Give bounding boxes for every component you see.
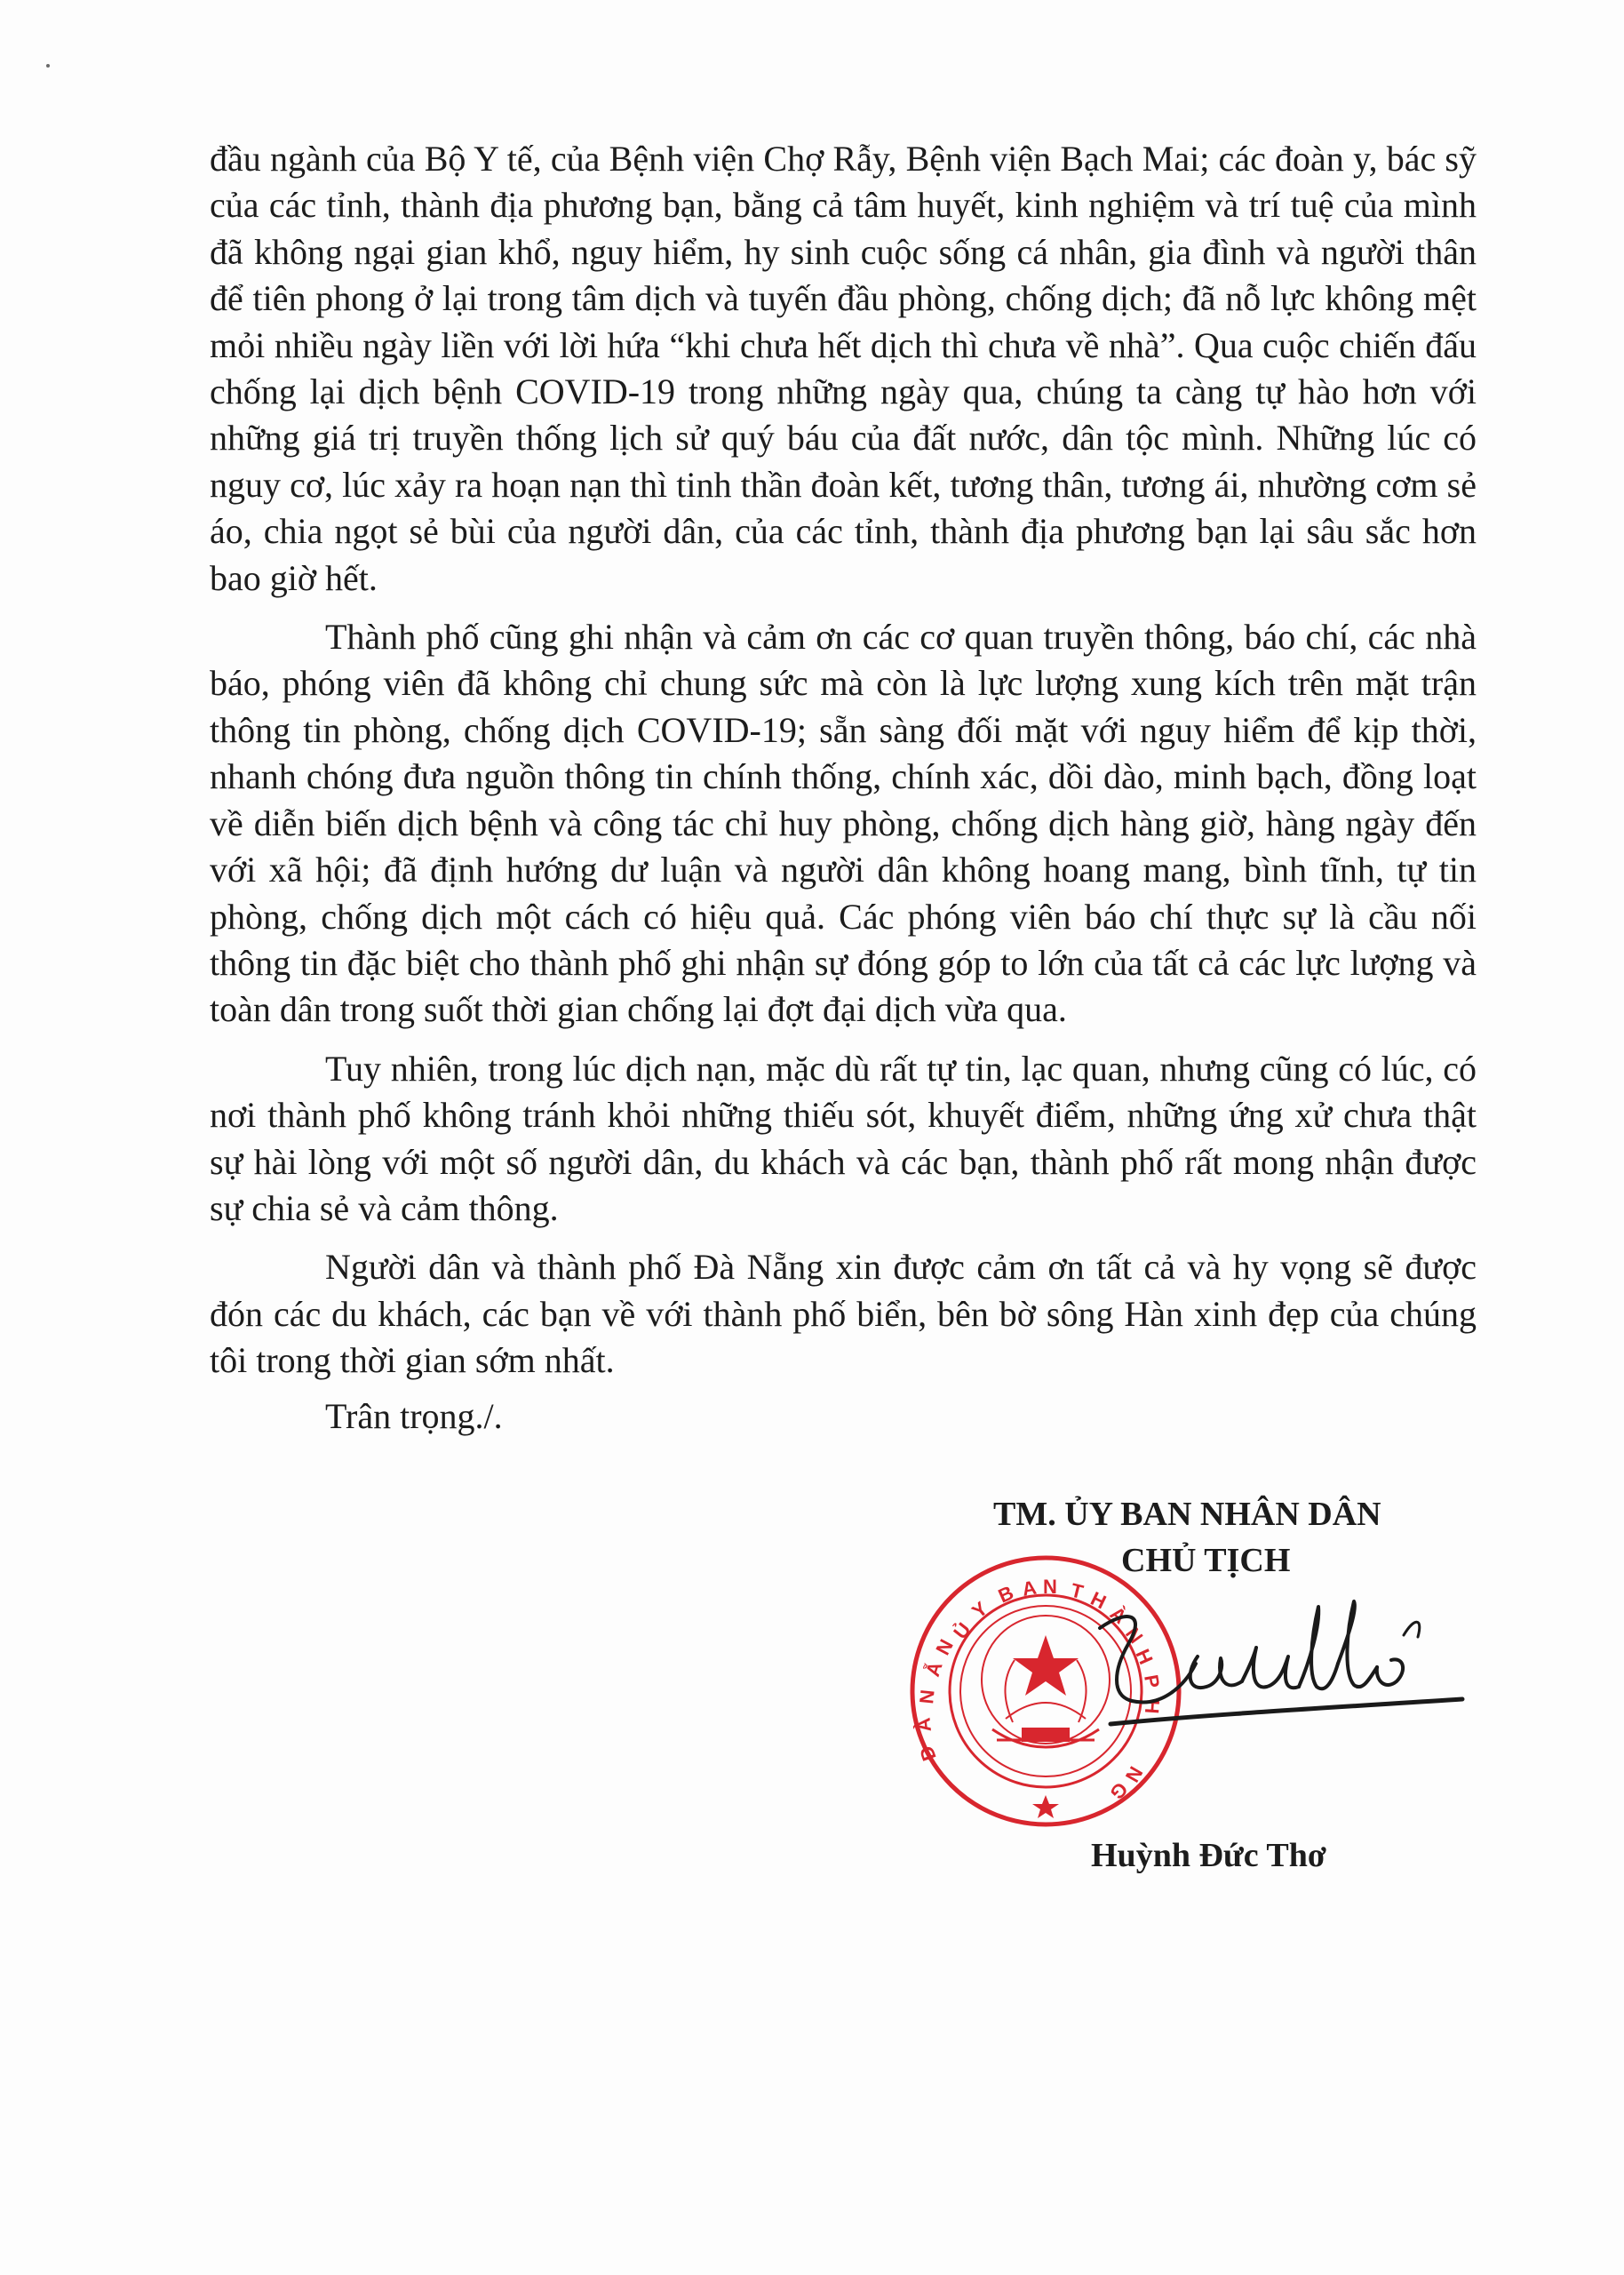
letter-body <box>210 136 1477 1397</box>
svg-text:N: N <box>1120 1623 1148 1648</box>
svg-text:T: T <box>1068 1578 1086 1604</box>
svg-text:H: H <box>1131 1645 1158 1668</box>
svg-text:N: N <box>931 1635 958 1659</box>
scan-speck <box>46 64 50 68</box>
svg-text:Đ: Đ <box>914 1743 941 1764</box>
svg-text:G: G <box>1105 1777 1133 1805</box>
paragraph-3: Tuy nhiên, trong lúc dịch nạn, mặc dù rất tự tin, lạc quan, nhưng cũng có lúc, có nơi thành phố không tránh khỏi những thiếu sót, khuyết điểm, những ứng xử chưa thật sự hài lòng với một số người dân, du khách và các bạn, thành phố rất mong nhận được sự chia sẻ và cảm thông. <box>210 1048 1477 1228</box>
organization-title: TM. ỦY BAN NHÂN DÂN <box>993 1496 1381 1533</box>
svg-text:À: À <box>912 1716 935 1734</box>
paragraph-4: Người dân và thành phố Đà Nẵng xin được cảm ơn tất cả và hy vọng sẽ được đón các du khách, các bạn về với thành phố biển, bên bờ sông Hàn xinh đẹp của chúng tôi trong thời gian sớm nhất. <box>210 1247 1477 1381</box>
svg-text:À: À <box>1105 1601 1132 1629</box>
svg-text:Y: Y <box>967 1597 992 1623</box>
svg-text:H: H <box>1140 1698 1164 1715</box>
handwritten-signature <box>1093 1582 1466 1751</box>
closing-line: Trân trọng./. <box>325 1396 503 1436</box>
svg-text:B: B <box>994 1581 1017 1608</box>
signature-block <box>888 1493 1510 1902</box>
svg-text:N: N <box>915 1688 939 1705</box>
position-title: CHỦ TỊCH <box>1121 1542 1291 1579</box>
svg-text:Ẵ: Ẵ <box>920 1658 947 1680</box>
svg-text:N: N <box>1043 1576 1057 1598</box>
svg-text:A: A <box>1020 1576 1039 1600</box>
svg-text:H: H <box>1087 1587 1111 1614</box>
paragraph-2: Thành phố cũng ghi nhận và cảm ơn các cơ quan truyền thông, báo chí, các nhà báo, phóng viên đã không chỉ chung sức mà còn là lực lượng xung kích trên mặt trận thông tin phòng, chống dịch COVID-19; sẵn sàng đối mặt với nguy hiểm để kịp thời, nhanh chóng đưa nguồn thông tin chính thống, chính xác, dồi dào, minh bạch, đồng loạt về diễn biến dịch bệnh và công tác chỉ huy phòng, chống dịch hàng giờ, hàng ngày đến với xã hội; đã định hướng dư luận và người dân không hoang mang, bình tĩnh, tự tin phòng, chống dịch một cách có hiệu quả. Các phóng viên báo chí thực sự là cầu nối thông tin đặc biệt cho thành phố ghi nhận sự đóng góp to lớn của tất cả các lực lượng và toàn dân trong suốt thời gian chống lại đợt đại dịch vừa qua. <box>210 617 1477 1030</box>
paragraph-1: đầu ngành của Bộ Y tế, của Bệnh viện Chợ Rẫy, Bệnh viện Bạch Mai; các đoàn y, bác sỹ của các tỉnh, thành địa phương bạn, bằng cả tâm huyết, kinh nghiệm và trí tuệ của mình đã không ngại gian khổ, nguy hiểm, hy sinh cuộc sống cá nhân, gia đình và người thân để tiên phong ở lại trong tâm dịch và tuyến đầu phòng, chống dịch; đã nỗ lực không mệt mỏi nhiều ngày liền với lời hứa “khi chưa hết dịch thì chưa về nhà”. Qua cuộc chiến đấu chống lại dịch bệnh COVID-19 trong những ngày qua, chúng ta càng tự hào hơn với những giá trị truyền thống lịch sử quý báu của đất nước, dân tộc mình. Những lúc có nguy cơ, lúc xảy ra hoạn nạn thì tinh thần đoàn kết, tương thân, tương ái, nhường cơm sẻ áo, chia ngọt sẻ bùi của người dân, của các tỉnh, thành địa phương bạn lại sâu sắc hơn bao giờ hết. <box>210 139 1477 598</box>
signer-name: Huỳnh Đức Thơ <box>1091 1837 1326 1874</box>
svg-text:P: P <box>1140 1672 1165 1690</box>
svg-text:Ủ: Ủ <box>949 1618 975 1644</box>
svg-text:N: N <box>1120 1762 1148 1786</box>
